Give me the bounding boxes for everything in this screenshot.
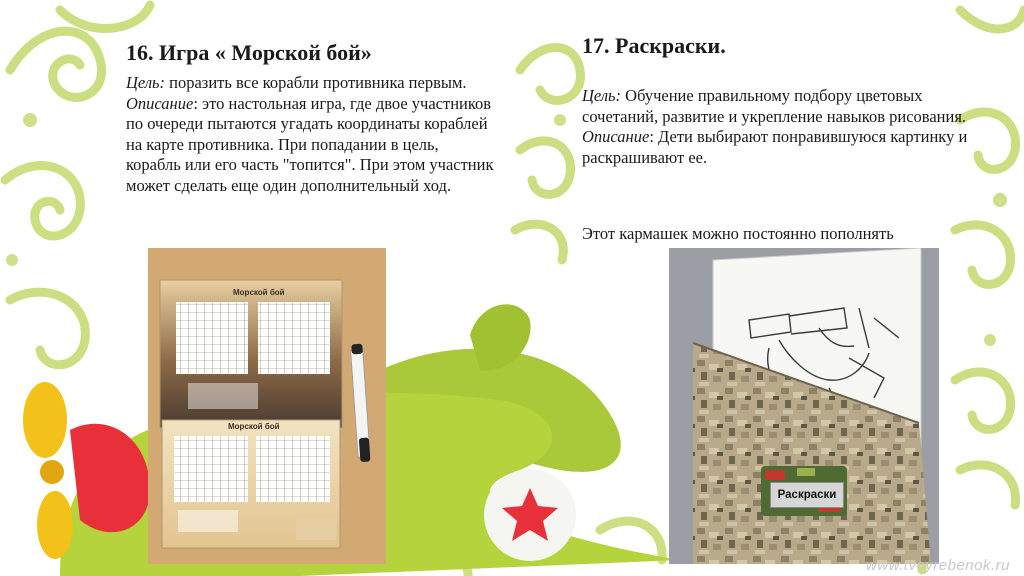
coloring-note: Этот кармашек можно постоянно пополнять <box>582 224 894 243</box>
coloring-desc-text: : Дети выбирают понравившуюся картинку и раскрашивают ее. <box>582 127 968 167</box>
game-description <box>126 73 496 196</box>
game-goal-text: поразить все корабли противника первым. <box>165 73 467 92</box>
game-goal-label: Цель: <box>126 73 166 92</box>
watermark: www.tvoyrebenok.ru <box>865 557 1010 574</box>
coloring-description <box>582 86 992 168</box>
game-title: 16. Игра « Морской бой» <box>126 40 372 65</box>
board-title-top: Морской бой <box>233 288 285 297</box>
coloring-desc-label: Описание <box>582 127 650 146</box>
coloring-goal-label: Цель: <box>582 86 622 105</box>
coloring-goal-text: Обучение правильному подбору цветовых сочетаний, развитие и укрепление навыков рисования. <box>582 86 967 126</box>
game-desc-text: : это настольная игра, где двое участников по очереди пытаются угадать координаты кораблей на карте противника. При попадании в цель, корабль или его часть "топится". При этом участник может сделать еще один дополнительный ход. <box>126 93 494 195</box>
coloring-title: 17. Раскраски. <box>582 33 726 58</box>
battleship-photo <box>148 248 386 564</box>
coloring-tag: Раскраски <box>770 482 844 508</box>
coloring-pocket-photo <box>669 248 939 564</box>
board-title-bottom: Морской бой <box>228 422 280 431</box>
game-desc-label: Описание <box>126 93 194 113</box>
